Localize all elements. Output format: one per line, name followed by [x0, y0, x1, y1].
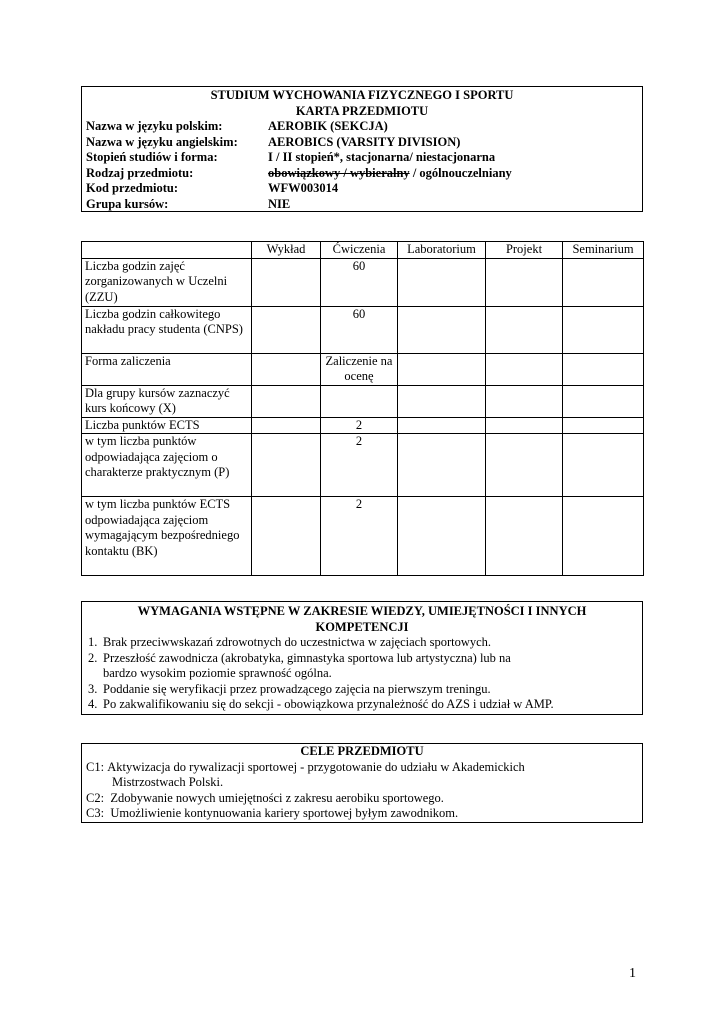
header-row-type	[86, 166, 638, 182]
cell-value	[398, 434, 486, 497]
header-title-1: STUDIUM WYCHOWANIA FIZYCZNEGO I SPORTU	[210, 88, 514, 102]
table-row	[82, 417, 644, 434]
item-text: Poddanie się weryfikacji przez prowadzącego zajęcia na pierwszym treningu.	[103, 681, 491, 696]
header-value: AEROBIK (SEKCJA)	[268, 119, 388, 133]
header-label: Grupa kursów:	[86, 196, 169, 211]
goal-code: C1:	[86, 759, 105, 774]
prerequisites-box	[81, 601, 643, 715]
prerequisites-title-2: KOMPETENCJI	[315, 619, 409, 634]
column-header: Seminarium	[563, 242, 644, 259]
header-label: Kod przedmiotu:	[86, 181, 179, 195]
cell-value	[486, 434, 563, 497]
header-row-level	[86, 150, 638, 166]
struck-value: obowiązkowy / wybieralny	[268, 165, 410, 180]
cell-value	[252, 306, 321, 353]
cell-value	[563, 353, 644, 385]
header-row-code	[86, 181, 638, 197]
cell-value: 2	[321, 417, 398, 434]
goals-title: CELE PRZEDMIOTU	[300, 744, 424, 758]
cell-value	[486, 306, 563, 353]
header-label: Stopień studiów i forma:	[86, 150, 218, 164]
item-text-wrap	[103, 651, 511, 682]
cell-value	[486, 353, 563, 385]
cell-value	[252, 497, 321, 576]
item-number: 1.	[88, 635, 98, 649]
cell-value	[252, 258, 321, 306]
row-label: w tym liczba punktów ECTS odpowiadająca zajęciom wymagającym bezpośredniego kontaktu (BK)	[82, 497, 252, 576]
cell-value	[563, 497, 644, 576]
cell-value: Zaliczenie na ocenę	[321, 353, 398, 385]
cell-value	[563, 385, 644, 417]
column-header: Wykład	[252, 242, 321, 259]
cell-value	[398, 385, 486, 417]
header-label: Nazwa w języku angielskim:	[86, 134, 238, 149]
header-title-2: KARTA PRZEDMIOTU	[295, 103, 429, 118]
header-row-group	[86, 197, 638, 213]
table-row	[82, 434, 644, 497]
item-number: 2.	[88, 650, 98, 665]
header-label: Nazwa w języku polskim:	[86, 119, 223, 133]
header-row-name-pl	[86, 119, 638, 135]
value-rest: / ogólnouczelniany	[409, 165, 512, 180]
goal-code: C3:	[86, 806, 105, 820]
list-item	[86, 806, 638, 822]
goal-text-continued: Mistrzostwach Polski.	[112, 775, 224, 789]
table-row	[82, 497, 644, 576]
page-number: 1	[629, 966, 636, 981]
item-number: 3.	[88, 681, 98, 696]
row-label: Liczba punktów ECTS	[82, 417, 252, 434]
list-item	[86, 697, 638, 713]
hours-table	[81, 241, 644, 576]
list-item	[86, 760, 638, 791]
goal-text: Aktywizacja do rywalizacji sportowej - przygotowanie do udziału w Akademickich	[107, 759, 525, 774]
prerequisites-title-1: WYMAGANIA WSTĘPNE W ZAKRESIE WIEDZY, UMIEJĘTNOŚCI I INNYCH	[137, 604, 587, 618]
cell-value	[486, 258, 563, 306]
cell-value: 60	[321, 258, 398, 306]
header-value: AEROBICS (VARSITY DIVISION)	[268, 134, 461, 149]
row-label: Forma zaliczenia	[82, 353, 252, 385]
header-cell-empty	[82, 242, 252, 259]
goal-line	[86, 760, 638, 776]
course-goals-box	[81, 743, 643, 823]
cell-value	[398, 258, 486, 306]
item-number: 4.	[88, 697, 98, 711]
cell-value	[486, 417, 563, 434]
cell-value	[398, 353, 486, 385]
header-value: NIE	[268, 196, 291, 211]
cell-value	[563, 417, 644, 434]
header-value: WFW003014	[268, 181, 339, 195]
course-header-box	[81, 86, 643, 212]
item-text-continued: bardzo wysokim poziomie sprawność ogólna.	[103, 666, 332, 680]
row-label: w tym liczba punktów odpowiadająca zajęciom o charakterze praktycznym (P)	[82, 434, 252, 497]
table-row	[82, 258, 644, 306]
column-header: Ćwiczenia	[321, 242, 398, 259]
cell-value	[398, 306, 486, 353]
cell-value	[252, 385, 321, 417]
cell-value: 2	[321, 497, 398, 576]
row-label: Liczba godzin zajęć zorganizowanych w Uczelni (ZZU)	[82, 258, 252, 306]
row-label: Liczba godzin całkowitego nakładu pracy studenta (CNPS)	[82, 306, 252, 353]
cell-value	[486, 497, 563, 576]
cell-value	[252, 353, 321, 385]
column-header: Projekt	[486, 242, 563, 259]
header-label: Rodzaj przedmiotu:	[86, 165, 194, 180]
cell-value	[398, 497, 486, 576]
list-item	[86, 791, 638, 807]
cell-value	[398, 417, 486, 434]
cell-value	[563, 306, 644, 353]
item-text: Brak przeciwwskazań zdrowotnych do uczestnictwa w zajęciach sportowych.	[103, 635, 492, 649]
header-value	[268, 166, 512, 182]
list-item	[86, 682, 638, 698]
list-item	[86, 635, 638, 651]
item-text: Po zakwalifikowaniu się do sekcji - obowiązkowa przynależność do AZS i udział w AMP.	[103, 697, 554, 711]
item-text: Przeszłość zawodnicza (akrobatyka, gimnastyka sportowa lub artystyczna) lub na	[103, 650, 511, 665]
column-header: Laboratorium	[398, 242, 486, 259]
table-row	[82, 306, 644, 353]
cell-value	[252, 417, 321, 434]
cell-value	[563, 434, 644, 497]
table-header-row	[82, 242, 644, 259]
row-label: Dla grupy kursów zaznaczyć kurs końcowy (X)	[82, 385, 252, 417]
table-row	[82, 353, 644, 385]
header-row-name-en	[86, 135, 638, 151]
cell-value: 60	[321, 306, 398, 353]
cell-value	[252, 434, 321, 497]
goal-text: Umożliwienie kontynuowania kariery sportowej byłym zawodnikom.	[110, 806, 459, 820]
goal-code: C2:	[86, 790, 105, 805]
cell-value	[486, 385, 563, 417]
header-value: I / II stopień*, stacjonarna/ niestacjonarna	[268, 150, 496, 164]
cell-value	[563, 258, 644, 306]
goal-text: Zdobywanie nowych umiejętności z zakresu aerobiku sportowego.	[110, 790, 444, 805]
cell-value: 2	[321, 434, 398, 497]
list-item	[86, 651, 638, 682]
table-row	[82, 385, 644, 417]
cell-value	[321, 385, 398, 417]
